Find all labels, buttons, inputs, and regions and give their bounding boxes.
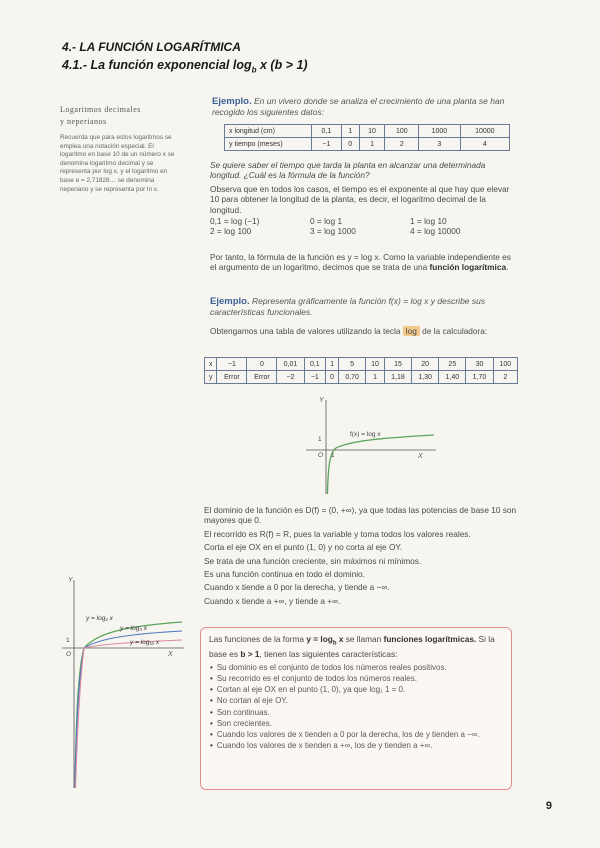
function-label: f(x) = log x <box>350 431 381 438</box>
tick-one: 1 <box>66 637 70 644</box>
list-item: • No cortan al eje OY. <box>219 695 503 706</box>
tick-x-one: 1 <box>331 452 335 459</box>
origin-label: O <box>66 651 72 658</box>
curve1-label: y = log₂ x <box>86 615 113 622</box>
definition-list <box>209 662 503 752</box>
section-title: 4.- LA FUNCIÓN LOGARÍTMICA <box>62 40 241 54</box>
example2-paragraph: Obtengamos una tabla de valores utilizando la tecla log de la calculadora: <box>210 326 488 336</box>
list-item: Se trata de una función creciente, sin máximos ni mínimos. <box>204 555 422 566</box>
list-item: • Son crecientes. <box>219 718 503 729</box>
section-subtitle: 4.1.- La función exponencial $\log_b x$ (b > 1) <box>62 58 308 75</box>
list-item: • Son continuas. <box>219 707 503 718</box>
example1-question: Se quiere saber el tiempo que tarda la planta en alcanzar una determinada longitud. ¿Cuál es la fórmula de la función? <box>210 160 486 181</box>
curve2-label: y = log₃ x <box>120 625 147 632</box>
list-item: • Cortan al eje OX en el punto (1, 0), ya que log₁ 1 = 0. <box>219 684 503 695</box>
table-row: x longitud (cm) 0,1 1 10 100 1000 10000 <box>225 125 510 138</box>
list-item: El recorrido es R(f) = R, pues la variable y toma todos los valores reales. <box>204 528 471 539</box>
log-key: log <box>403 326 420 336</box>
list-item: • Cuando los valores de x tienden a +∞, los de y tienden a +∞. <box>219 740 503 751</box>
list-item: Cuando x tiende a +∞, y tiende a +∞. <box>204 595 341 606</box>
list-item: • Cuando los valores de x tienden a 0 por la derecha, los de y tienden a −∞. <box>219 729 503 740</box>
example1-conclusion: Por tanto, la fórmula de la función es y = log x. Como la variable independiente es el argumento de un logaritmo, decimos que se trata de una función logarítmica. <box>210 252 511 273</box>
definition-box <box>200 627 512 790</box>
table-row: x −1 0 0,01 0,1 1 5 10 15 20 25 30 100 <box>205 358 518 371</box>
list-item: • Su dominio es el conjunto de todos los números reales positivos. <box>219 662 503 673</box>
example1-paragraph: Observa que en todos los casos, el tiempo es el exponente al que hay que elevar 10 para obtener la longitud de la planta, es decir, el logaritmo decimal de la longitud. <box>210 184 510 215</box>
graph-log-bases <box>58 570 188 792</box>
graph-log-x <box>300 394 440 498</box>
log3-curve <box>75 631 182 788</box>
list-item: El dominio de la función es D(f) = (0, +∞), ya que todas las potencias de base 10 son mayores que 0. <box>204 505 517 526</box>
origin-label: O <box>318 452 324 459</box>
example1-table <box>224 124 510 151</box>
definition-intro: Las funciones de la forma $y = \log_b x$ se llaman funciones logarítmicas. Si la base es b > 1, tienen las siguientes características: <box>209 634 495 660</box>
list-item: • Su recorrido es el conjunto de todos los números reales. <box>219 673 503 684</box>
list-item: Corta el eje OX en el punto (1, 0) y no corta al eje OY. <box>204 542 403 553</box>
example1-equations: 0,1 = log (−1) 0 = log 1 1 = log 10 2 = log 100 3 = log 1000 4 = log 10000 <box>210 216 461 237</box>
list-item: Cuando x tiende a 0 por la derecha, y tiende a −∞. <box>204 582 390 593</box>
properties-list <box>204 505 522 606</box>
example1-intro: Ejemplo. En un vivero donde se analiza el crecimiento de una planta se han recogido los siguientes datos: <box>212 96 505 118</box>
x-axis-label: X <box>418 453 423 460</box>
table-row: y tiempo (meses) −1 0 1 2 3 4 <box>225 138 510 151</box>
page-number: 9 <box>545 800 552 812</box>
log10-curve <box>76 640 183 788</box>
log-curve <box>328 435 435 494</box>
example2-intro: Ejemplo. Representa gráficamente la función f(x) = log x y describe sus características funcionales. <box>210 296 486 318</box>
sidebar-title: Logaritmos decimales y neperianos <box>60 105 141 126</box>
y-axis-label: Y <box>319 397 324 404</box>
sidebar-text: Recuerda que para estos logaritmos se emplea una notación especial. El logaritmo en base 10 de un número x se denomina logaritmo decimal y se representa por log x, y el logaritmo en base e = 2,71828… se denomina neperiano y se representa por ln x. <box>60 134 175 193</box>
list-item: Es una función continua en todo el dominio. <box>204 569 365 580</box>
x-axis-label: X <box>168 651 173 658</box>
table-row: y Error Error −2 −1 0 0,70 1 1,18 1,30 1,40 1,70 2 <box>205 371 518 384</box>
y-axis-label: Y <box>68 577 73 584</box>
curve3-label: y = log₁₀ x <box>130 639 160 646</box>
example2-table <box>204 357 518 384</box>
tick-one: 1 <box>318 436 322 443</box>
